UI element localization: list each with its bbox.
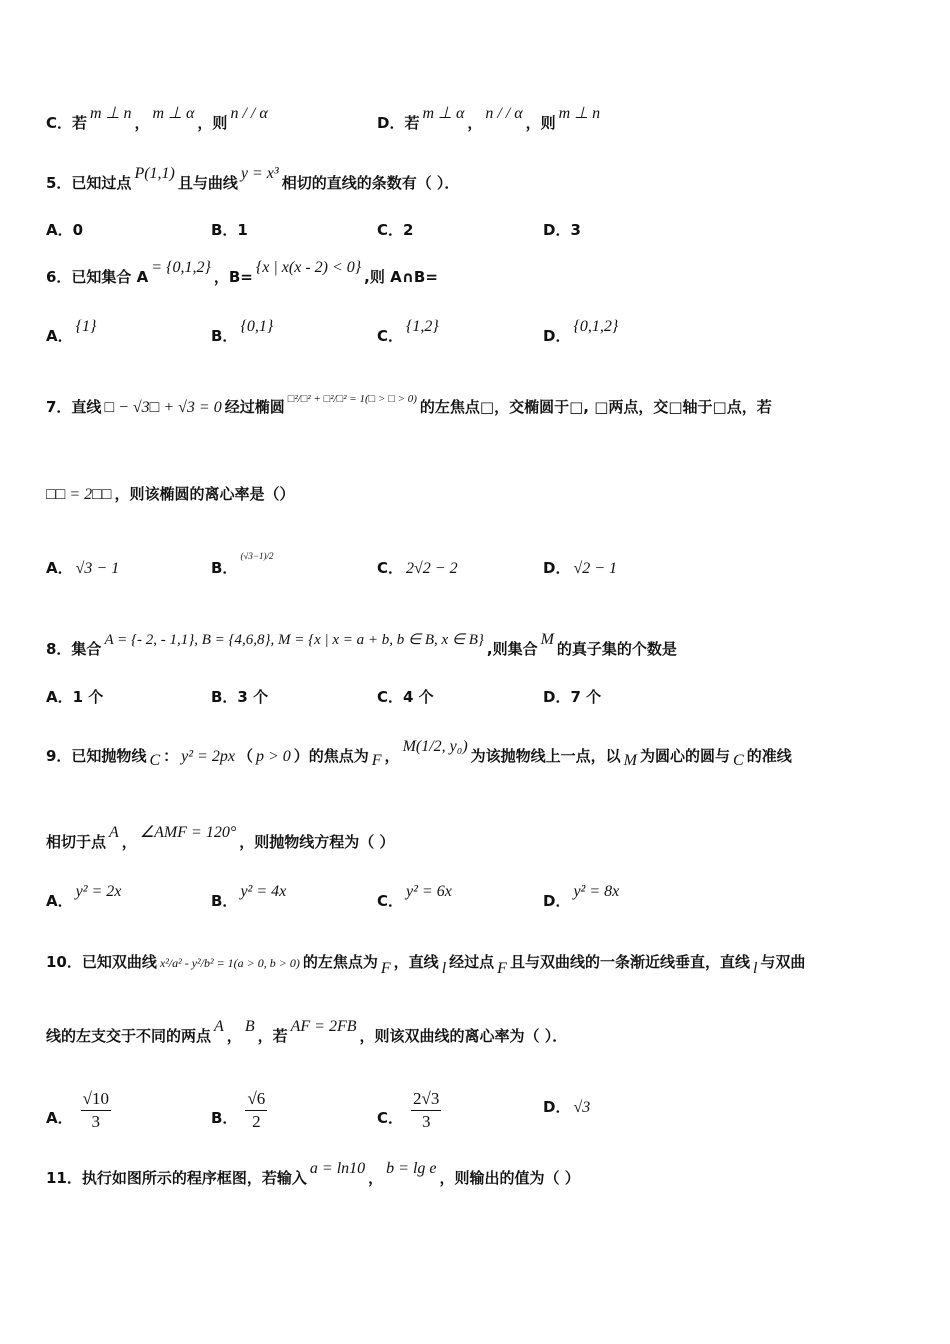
option-b: B．1 [211,221,248,239]
option-b: B．$^{(√3-1)/2}$ [211,551,274,577]
question-7-cont: □□ = 2□□ ，则该椭圆的离心率是（） [46,485,295,503]
question-6: 6．已知集合 A= {0,1,2}，B={x | x(x - 2) < 0},则 A∩B= [46,259,438,286]
option-a: A．y² = 2x [46,883,122,910]
question-10: 10．已知双曲线 x²/a² - y²/b² = 1(a > 0, b > 0) 的左焦点为 F ，直线 l 经过点 F 且与双曲线的一条渐近线垂直，直线 l 与双曲 [46,953,806,977]
option-d: D．y² = 8x [543,883,620,910]
option-a: A． √3 − 1 [46,559,120,577]
option-c: C．若m ⊥ n，m ⊥ α，则n / / α [46,105,268,132]
question-5: 5．已知过点P(1,1)且与曲线y = x³相切的直线的条数有（ ）． [46,165,460,192]
option-c: C．{1,2} [377,318,439,345]
option-d: D．3 [543,221,581,239]
question-8: 8．集合 A = {- 2, - 1,1}, B = {4,6,8}, M = {x | x = a + b, b ∈ B, x ∈ B} ,则集合M的真子集的个数是 [46,631,677,658]
option-d: D．{0,1,2} [543,318,619,345]
option-c: C．y² = 6x [377,883,452,910]
option-c: C． 2√2 − 2 [377,559,458,577]
option-b: B．3 个 [211,688,269,706]
option-d: D．7 个 [543,688,602,706]
option-a: A． $\frac{√10}{3}$ [46,1089,109,1131]
question-10-cont: 线的左支交于不同的两点A，B，若AF = 2FB，则该双曲线的离心率为（ ）． [46,1018,568,1045]
option-a: A．1 个 [46,688,104,706]
option-b: B．y² = 4x [211,883,287,910]
option-c: C．4 个 [377,688,434,706]
option-d: D．若m ⊥ α，n / / α，则m ⊥ n [377,105,601,132]
question-9: 9．已知抛物线 C ： y² = 2px （ p > 0 ）的焦点为 F ，M(1/2, y₀)为该抛物线上一点，以 M 为圆心的圆与 C 的准线 [46,738,792,769]
option-c: C． $\frac{2√3}{3}$ [377,1089,440,1131]
option-b: B．{0,1} [211,318,274,345]
question-7: 7．直线 □ − √3□ + √3 = 0 经过椭圆 $^{□^2/□^2 + □^2/□^2 = 1(□ > □ > 0)}$ 的左焦点□，交椭圆于□, □两点，交□轴于□点，若 [46,393,772,416]
question-9-cont: 相切于点A，∠AMF = 120°，则抛物线方程为（ ） [46,824,395,851]
option-b: B． $\frac{√6}{2}$ [211,1089,266,1131]
question-11: 11．执行如图所示的程序框图，若输入a = ln10，b = lg e，则输出的值为（ ） [46,1160,580,1187]
option-d: D． √2 − 1 [543,559,618,577]
option-a: A．0 [46,221,84,239]
option-a: A．{1} [46,318,97,345]
option-c: C．2 [377,221,414,239]
option-d: D． √3 [543,1098,591,1116]
